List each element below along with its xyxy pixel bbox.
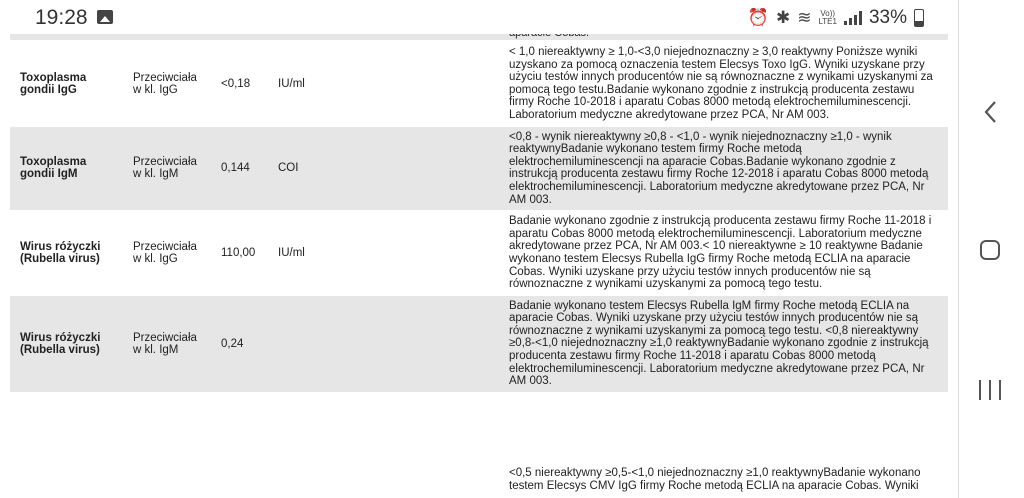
home-icon[interactable]: [980, 240, 1000, 260]
navigation-bar: [959, 0, 1024, 498]
lte-label: LTE1: [818, 17, 837, 26]
antibody-type: Przeciwciała w kl. IgG: [123, 211, 211, 296]
back-icon[interactable]: [981, 100, 1001, 124]
partial-row-bottom: [10, 463, 948, 498]
result-unit: IU/ml: [268, 211, 499, 296]
result-unit: COI: [268, 126, 499, 211]
test-name: Toxoplasma gondii IgG: [10, 42, 123, 126]
table-row: [10, 295, 948, 392]
status-bar: [0, 0, 958, 34]
gallery-notification-icon: [97, 10, 113, 24]
antibody-type: Przeciwciała w kl. IgM: [123, 126, 211, 211]
result-description: < 1,0 niereaktywny ≥ 1,0-<3,0 niejednoznaczny ≥ 3,0 reaktywny Poniższe wyniki uzyskano za pomocą oznaczenia testem Elecsys Toxo IgG. Wyniki uzyskane przy użyciu testów innych producentów nie są równoznaczne z wynikami uzyskanymi za pomocą tego testu.Badanie wykonano zgodnie z instrukcją producenta zestawu firmy Roche 10-2018 i aparatu Cobas 8000 metodą elektrochemiluminescencji. Laboratorium medyczne akredytowane przez PCA, Nr AM 003.: [499, 42, 948, 126]
result-value: 0,24: [211, 295, 268, 392]
result-description: <0,8 - wynik niereaktywny ≥0,8 - <1,0 - wynik niejednoznaczny ≥1,0 - wynik reaktywnyBadanie wykonano testem firmy Roche metodą elektrochemiluminescencji na aparacie Cobas.Badanie wykonano zgodnie z instrukcją producenta zestawu firmy Roche 12-2018 i aparatu Cobas 8000 metodą elektrochemiluminescencji. Laboratorium medyczne akredytowane przez PCA, Nr AM 003.: [499, 126, 948, 211]
alarm-icon: ⏰: [747, 8, 769, 27]
result-value: <0,18: [211, 42, 268, 126]
result-value: 0,144: [211, 126, 268, 211]
volte-label: Vo)): [820, 9, 836, 18]
test-name: Wirus różyczki (Rubella virus): [10, 295, 123, 392]
status-icons: [748, 7, 924, 29]
test-name: Wirus różyczki (Rubella virus): [10, 211, 123, 296]
antibody-type: Przeciwciała w kl. IgM: [123, 295, 211, 392]
result-description: Badanie wykonano testem Elecsys Rubella IgM firmy Roche metodą ECLIA na aparacie Cobas. Wyniki uzyskane przy użyciu testów innych producentów nie są równoznaczne z wynikami uzyskanymi za pomocą tego testu. <0,8 niereaktywny ≥0,8-<1,0 niejednoznaczny ≥1,0 reaktywnyBadanie wykonano zgodnie z instrukcją producenta zestawu firmy Roche 11-2018 i aparatu Cobas 8000 metodą elektrochemiluminescencji. Laboratorium medyczne akredytowane przez PCA, Nr AM 003.: [499, 295, 948, 392]
signal-icon: [844, 11, 862, 25]
battery-percent: 33%: [868, 7, 907, 28]
antibody-type: Przeciwciała w kl. IgG: [123, 42, 211, 126]
recent-apps-icon[interactable]: [979, 380, 1001, 400]
wifi-icon: ≋: [797, 8, 812, 27]
result-description: Badanie wykonano zgodnie z instrukcją producenta zestawu firmy Roche 11-2018 i aparatu Cobas 8000 metodą elektrochemiluminescencji. Laboratorium medyczne akredytowane przez PCA, Nr AM 003.< 10 niereaktywne ≥ 10 reaktywne Badanie wykonano testem Elecsys Rubella IgG firmy Roche metodą ECLIA na aparacie Cobas. Wyniki uzyskane przy użyciu testów innych producentów nie są równoznaczne z wynikami uzyskanymi za pomocą tego testu.: [499, 211, 948, 296]
results-table: [10, 42, 948, 393]
bluetooth-icon: ✱: [775, 8, 791, 27]
table-row: [10, 126, 948, 211]
test-name: Toxoplasma gondii IgM: [10, 126, 123, 211]
partial-row-bottom-text: <0,5 niereaktywny ≥0,5-<1,0 niejednoznaczny ≥1,0 reaktywnyBadanie wykonano testem Elecsys CMV IgG firmy Roche metodą ECLIA na aparacie Cobas. Wyniki: [509, 467, 921, 492]
volte-lte-icon: [818, 10, 837, 26]
battery-icon: [914, 9, 924, 27]
result-unit: [268, 295, 499, 392]
table-row: [10, 42, 948, 126]
result-value: 110,00: [211, 211, 268, 296]
status-time: 19:28: [35, 6, 88, 29]
result-unit: IU/ml: [268, 42, 499, 126]
table-row: [10, 211, 948, 296]
